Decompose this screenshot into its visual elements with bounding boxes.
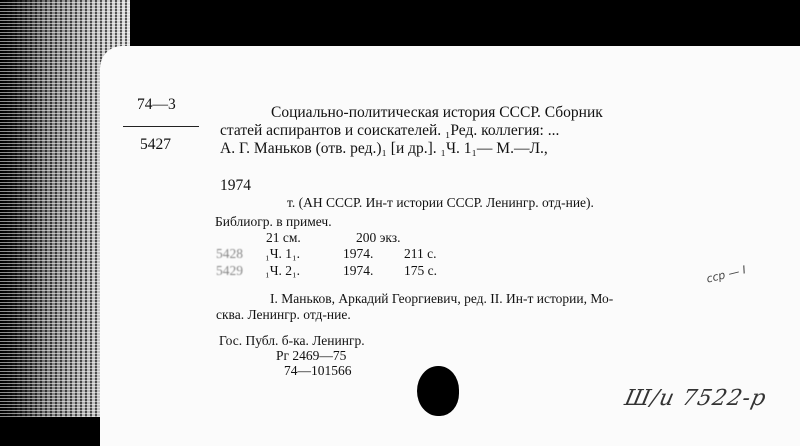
series-line: т. (АН СССР. Ин-т истории СССР. Ленингр. отд-ние). bbox=[287, 195, 594, 210]
tracing-line-2: сква. Ленингр. отд-ние. bbox=[216, 307, 351, 322]
accession-number: 74—101566 bbox=[284, 363, 352, 378]
ink-blot bbox=[417, 366, 459, 416]
call-number-rule bbox=[123, 126, 199, 127]
volume-2-prefix: 5429 bbox=[216, 263, 243, 278]
tracing-line-1: I. Маньков, Аркадий Георгиевич, ред. II. Ин-т истории, Мо- bbox=[270, 291, 614, 306]
pencil-annotation: сср — I bbox=[705, 263, 748, 286]
call-number-bottom: 5427 bbox=[140, 136, 171, 153]
volume-2-part: ₁Ч. 2₁. bbox=[265, 263, 301, 278]
title-line-1: Социально-политическая история СССР. Сборник bbox=[271, 104, 603, 121]
title-line-4: 1974 bbox=[220, 177, 251, 194]
volume-1-year: 1974. bbox=[343, 246, 374, 261]
bibliography-note: Библиогр. в примеч. bbox=[215, 214, 332, 229]
call-number-top: 74—3 bbox=[137, 96, 176, 113]
volume-1-part: ₁Ч. 1₁. bbox=[265, 246, 301, 261]
volume-1-prefix: 5428 bbox=[216, 246, 243, 261]
print-run: 200 экз. bbox=[356, 230, 401, 245]
accession-code: Рг 2469—75 bbox=[276, 348, 347, 363]
volume-2-year: 1974. bbox=[343, 263, 374, 278]
handwritten-shelfmark: Ш/и 7522-р bbox=[622, 386, 769, 411]
volume-1-pages: 211 с. bbox=[404, 246, 437, 261]
physical-size: 21 см. bbox=[266, 230, 301, 245]
library-name: Гос. Публ. б-ка. Ленингр. bbox=[219, 333, 365, 348]
volume-2-pages: 175 с. bbox=[404, 263, 437, 278]
title-line-2: статей аспирантов и соискателей. ₁Ред. коллегия: ... bbox=[220, 122, 560, 139]
title-line-3: А. Г. Маньков (отв. ред.)₁ [и др.]. ₁Ч. 1₁— М.—Л., bbox=[220, 140, 548, 157]
